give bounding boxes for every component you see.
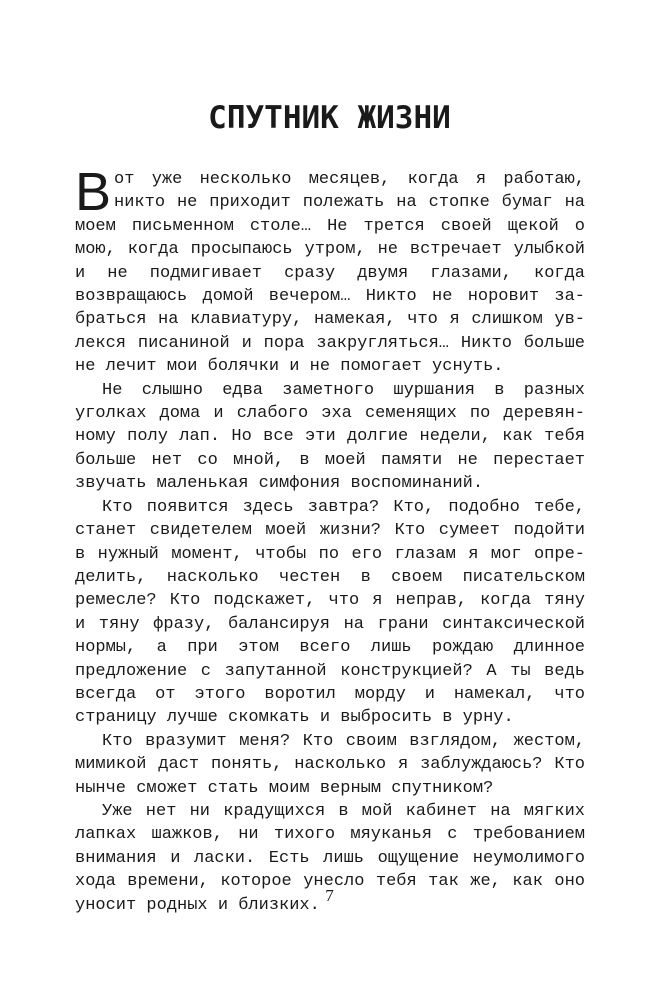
paragraph-1-text: от уже несколько месяцев, когда я работаю, никто не приходит полежать на стопке бумаг на моем письменном столе… Не трется своей щекой о мою, когда просыпаюсь утром, не встречает улыбкой и не подмигивает сразу двумя глазами, когда возвращаюсь домой вечером… Никто не норовит забраться на клавиатуру, намекая, что я слишком увлекся писаниной и пора закругляться… Никто больше не лечит мои болячки и не помогает уснуть. [75,170,585,377]
body-text [75,162,585,917]
page-number: 7 [325,886,334,905]
paragraph-3: Кто появится здесь завтра? Кто, подобно тебе, станет свидетелем моей жизни? Кто сумеет подойти в нужный момент, чтобы по его глазам я мог определить, насколько честен в своем писательском ремесле? Кто подскажет, что я неправ, когда тяну и тяну фразу, балансируя на грани синтаксической нормы, а при этом всего лишь рождаю длинное предложение с запутанной конструкцией? А ты ведь всегда от этого воротил морду и намекал, что страницу лучше скомкать и выбросить в урну. [75,497,585,728]
paragraph-5: Уже нет ни крадущихся в мой кабинет на мягких лапках шажков, ни тихого мяуканья с требованием внимания и ласки. Есть лишь ощущение неумолимого хода времени, которое унесло тебя так же, как оно уносит родных и близких. [75,801,585,915]
paragraph-4: Кто вразумит меня? Кто своим взглядом, жестом, мимикой даст понять, насколько я заблуждаюсь? Кто нынче сможет стать моим верным спутником? [75,731,585,798]
paragraph-1 [75,162,585,379]
paragraph-2: Не слышно едва заметного шуршания в разных уголках дома и слабого эха семенящих по деревянному полу лап. Но все эти долгие недели, как тебя больше нет со мной, в моей памяти не перестает звучать маленькая симфония воспоминаний. [75,380,585,494]
drop-cap: В [75,162,112,222]
chapter-title: СПУТНИК ЖИЗНИ [208,100,451,136]
